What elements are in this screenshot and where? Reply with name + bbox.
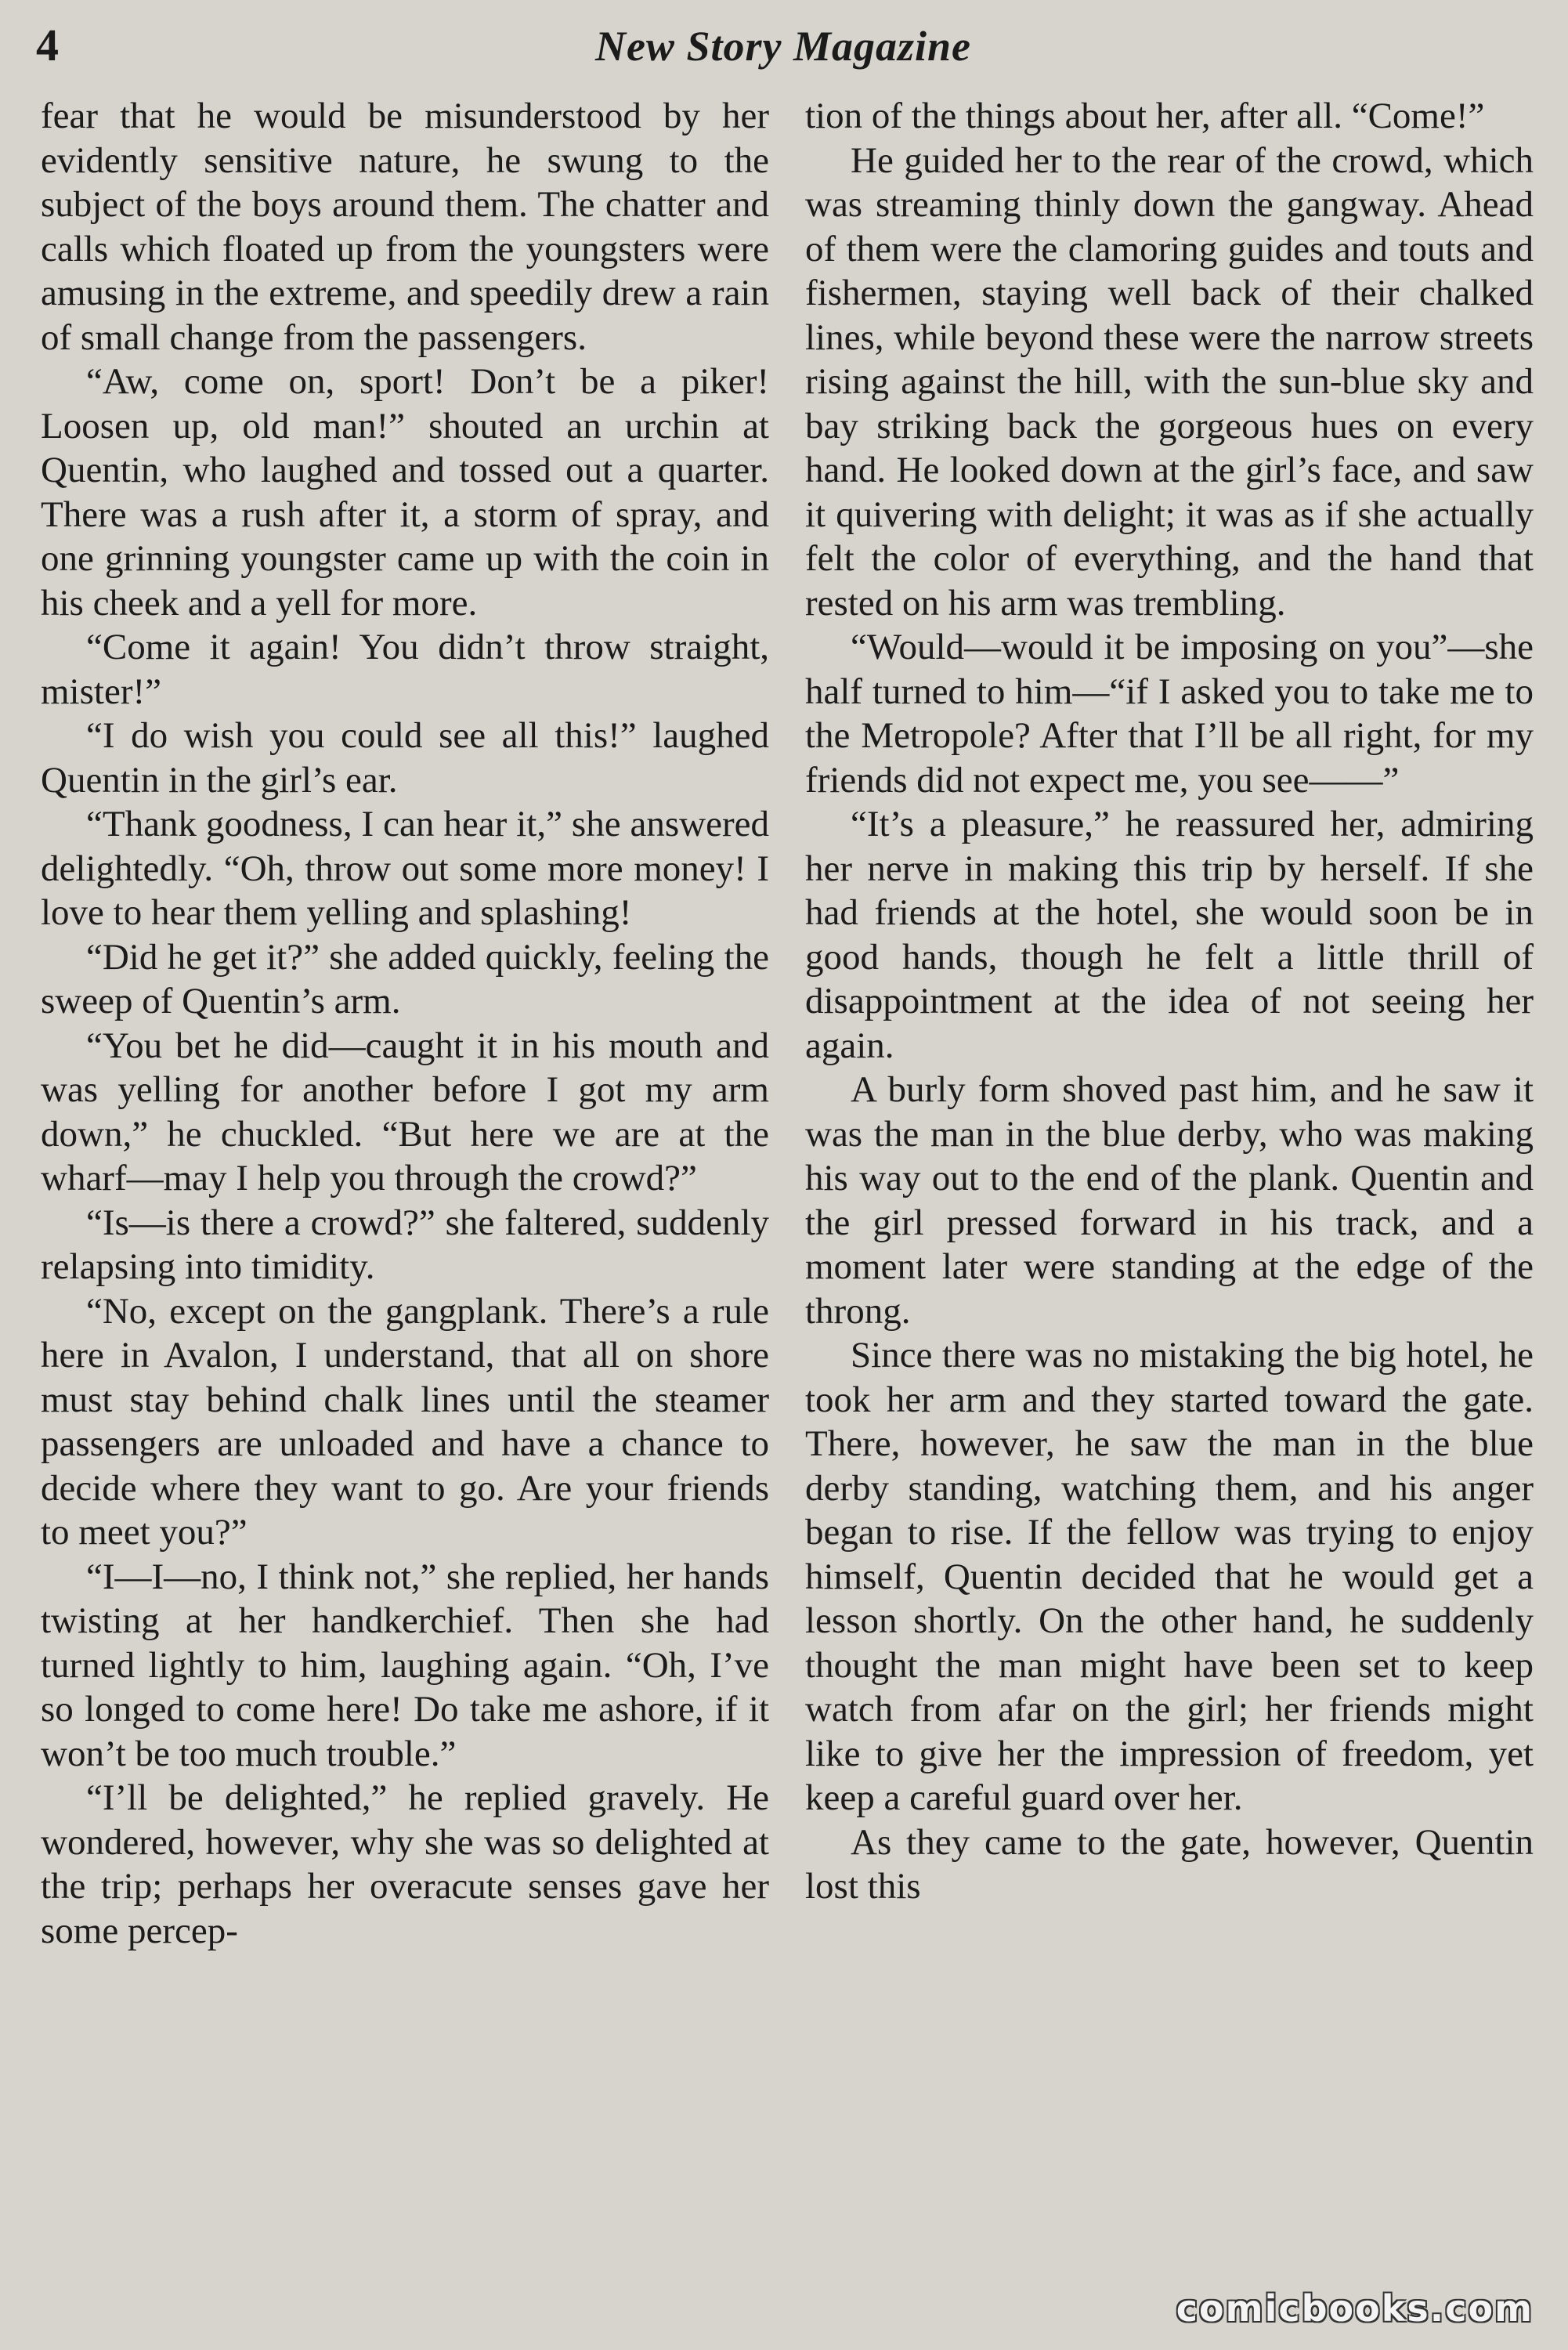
paragraph: “I—I—no, I think not,” she replied, her hands twisting at her handkerchief. Then she had turned lightly to him, laughing again. “Oh, I’ve so longed to come here! Do take me ashore, if it won’t be too much trouble.” xyxy=(41,1556,769,1774)
paragraph: “Thank goodness, I can hear it,” she answered delightedly. “Oh, throw out some more money! I love to hear them yelling and splashing! xyxy=(41,804,769,933)
right-column xyxy=(805,94,1534,1909)
paragraph: “Come it again! You didn’t throw straight, mister!” xyxy=(41,627,769,712)
paragraph: “I’ll be delighted,” he replied gravely. He wondered, however, why she was so delighted at the trip; perhaps her overacute senses gave her some percep- xyxy=(41,1777,769,1951)
paragraph: “Did he get it?” she added quickly, feeling the sweep of Quentin’s arm. xyxy=(41,936,769,1021)
paragraph: “It’s a pleasure,” he reassured her, admiring her nerve in making this trip by herself. If she had friends at the hotel, she would soon be in good hands, though he felt a little thrill of disappointment at the idea of not seeing her again. xyxy=(805,804,1534,1066)
paragraph: tion of the things about her, after all. “Come!” xyxy=(805,96,1485,136)
page-header xyxy=(31,14,1535,85)
paragraph: “No, except on the gangplank. There’s a rule here in Avalon, I understand, that all on shore must stay behind chalk lines until the steamer passengers are unloaded and have a chance to decide where they want to go. Are your friends to meet you?” xyxy=(41,1290,769,1553)
paragraph: A burly form shoved past him, and he saw it was the man in the blue derby, who was making his way out to the end of the plank. Quentin and the girl pressed forward in his track, and a moment later were standing at the edge of the throng. xyxy=(805,1069,1534,1332)
paragraph: fear that he would be misunderstood by her evidently sensitive nature, he swung to the subject of the boys around them. The chatter and calls which floated up from the youngsters were amusing in the extreme, and speedily drew a rain of small change from the passengers. xyxy=(41,96,769,358)
page-number: 4 xyxy=(36,20,59,70)
paragraph: As they came to the gate, however, Quentin lost this xyxy=(805,1821,1534,1907)
left-column xyxy=(41,94,769,1953)
paragraph: “Would—would it be imposing on you”—she half turned to him—“if I asked you to take me to the Metropole? After that I’ll be all right, for my friends did not expect me, you see——” xyxy=(805,627,1534,801)
paragraph: He guided her to the rear of the crowd, which was streaming thinly down the gangway. Ahead of them were the clamoring guides and touts and fishermen, staying well back of their chalked lines, while beyond these were the narrow streets rising against the hill, with the sun-blue sky and bay striking back the gorgeous hues on every hand. He looked down at the girl’s face, and saw it quivering with delight; it was as if she actually felt the color of everything, and the hand that rested on his arm was trembling. xyxy=(805,139,1534,624)
paragraph: “Aw, come on, sport! Don’t be a piker! Loosen up, old man!” shouted an urchin at Quentin, who laughed and tossed out a quarter. There was a rush after it, a storm of spray, and one grinning youngster came up with the coin in his cheek and a yell for more. xyxy=(41,361,769,624)
paragraph: “Is—is there a crowd?” she faltered, suddenly relapsing into timidity. xyxy=(41,1202,769,1287)
paragraph: “I do wish you could see all this!” laughed Quentin in the girl’s ear. xyxy=(41,715,769,801)
magazine-title: New Story Magazine xyxy=(594,23,972,70)
watermark-logo: comicbooks.com xyxy=(1176,2287,1534,2330)
paragraph: “You bet he did—caught it in his mouth and was yelling for another before I got my arm down,” he chuckled. “But here we are at the wharf—may I help you through the crowd?” xyxy=(41,1025,769,1198)
paragraph: Since there was no mistaking the big hotel, he took her arm and they started toward the gate. There, however, he saw the man in the blue derby standing, watching them, and his anger began to rise. If the fellow was trying to enjoy himself, Quentin decided that he would get a lesson shortly. On the other hand, he suddenly thought the man might have been set to keep watch from afar on the girl; her friends might like to give her the impression of freedom, yet keep a careful guard over her. xyxy=(805,1335,1534,1818)
